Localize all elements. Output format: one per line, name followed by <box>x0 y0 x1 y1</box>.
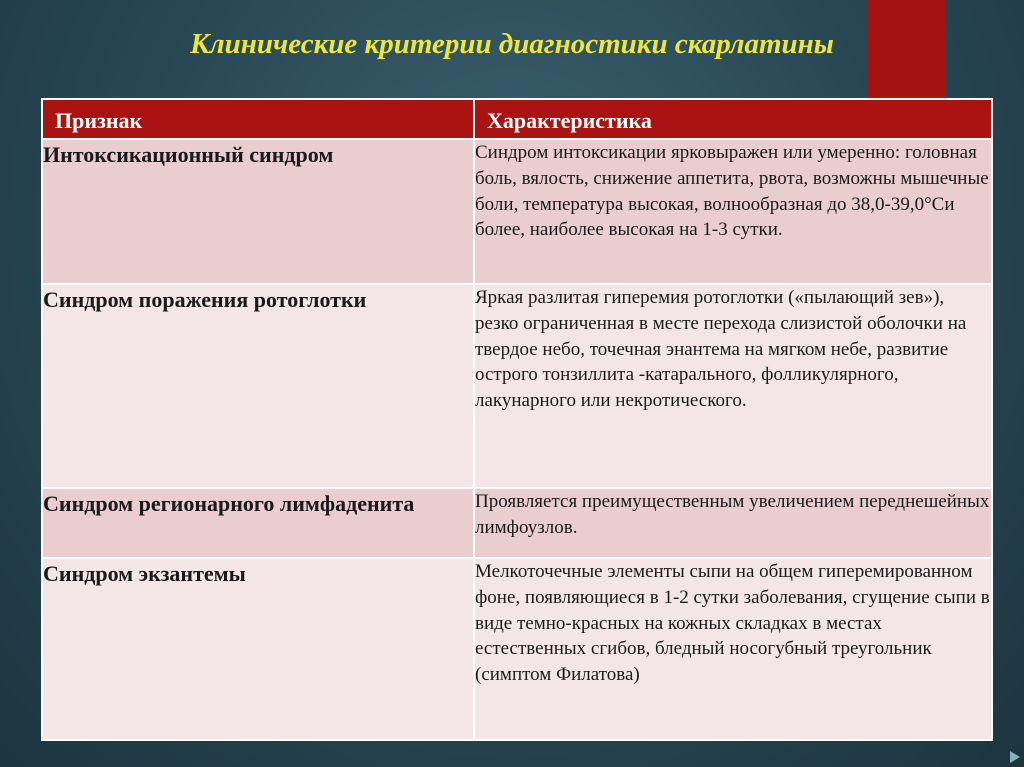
row-sign: Синдром поражения ротоглотки <box>42 284 474 488</box>
table-row <box>42 284 992 488</box>
row-description: Мелкоточечные элементы сыпи на общем гиперемированном фоне, появляющиеся в 1-2 сутки заболевания, сгущение сыпи в виде темно-красных на кожных складках в местах естественных сгибов, бледный носогубный треугольник (симптом Филатова) <box>474 558 992 740</box>
row-description: Яркая разлитая гиперемия ротоглотки («пылающий зев»), резко ограниченная в месте перехода слизистой оболочки на твердое небо, точечная энантема на мягком небе, развитие острого тонзиллита -катарального, фолликулярного, лакунарного или некротического. <box>474 284 992 488</box>
header-description: Характеристика <box>474 99 992 139</box>
row-sign: Синдром экзантемы <box>42 558 474 740</box>
table-header-row <box>42 99 992 139</box>
table-row <box>42 488 992 558</box>
row-sign: Интоксикационный синдром <box>42 139 474 284</box>
row-sign: Синдром регионарного лимфаденита <box>42 488 474 558</box>
slide-title: Клинические критерии диагностики скарлатины <box>190 28 834 60</box>
header-sign: Признак <box>42 99 474 139</box>
table-row <box>42 558 992 740</box>
next-arrow-icon <box>1010 751 1020 763</box>
row-description: Синдром интоксикации ярковыражен или умеренно: головная боль, вялость, снижение аппетита, рвота, возможны мышечные боли, температура высокая, волнообразная до 38,0-39,0°Си более, наиболее высокая на 1-3 сутки. <box>474 139 992 284</box>
criteria-table <box>41 98 993 741</box>
table-row <box>42 139 992 284</box>
row-description: Проявляется преимущественным увеличением переднешейных лимфоузлов. <box>474 488 992 558</box>
